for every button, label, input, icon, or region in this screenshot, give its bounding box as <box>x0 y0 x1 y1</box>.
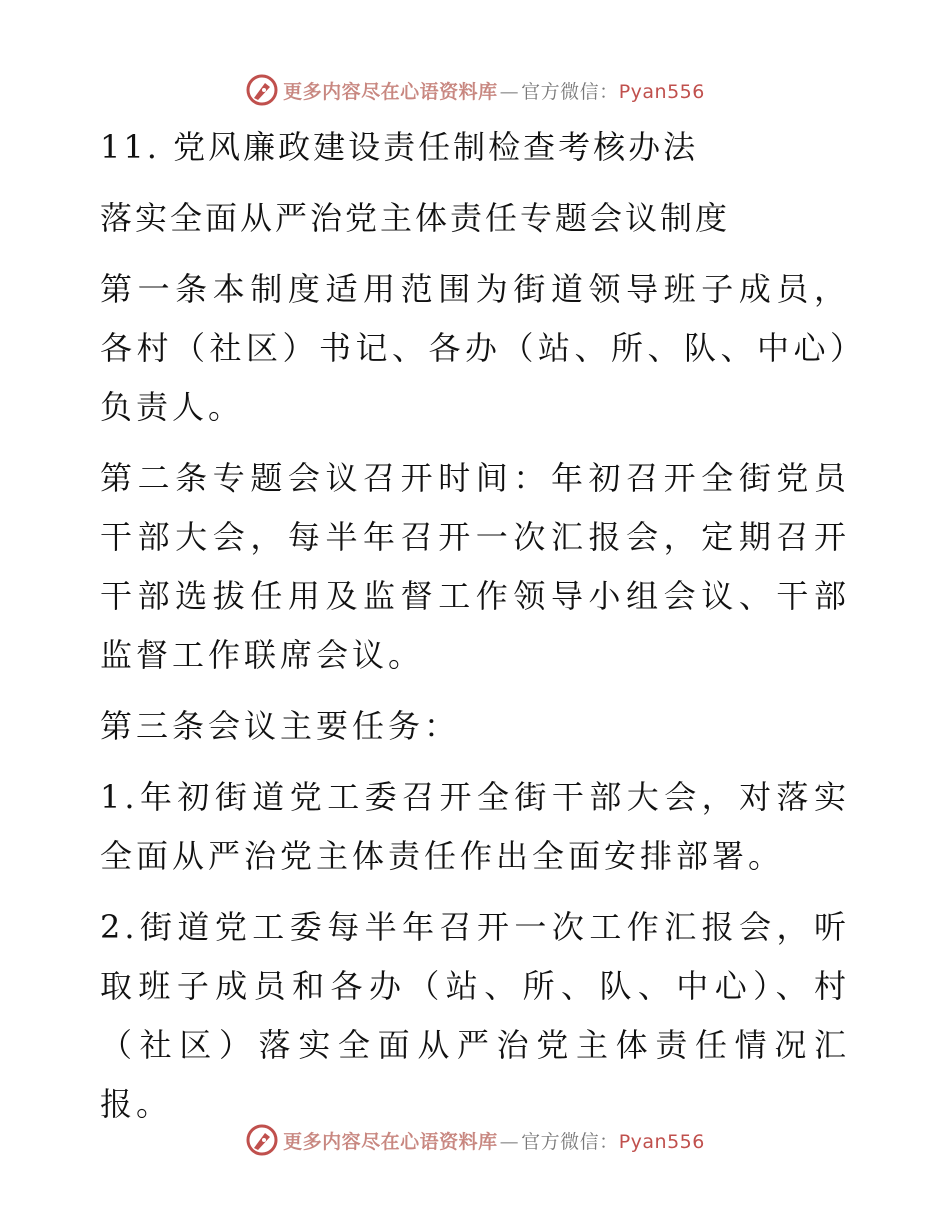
article-1-paragraph: 第一条本制度适用范围为街道领导班子成员，各村（社区）书记、各办（站、所、队、中心）负责人。 <box>100 270 850 426</box>
watermark-prefix: 更多内容尽在心语资料库 <box>283 1130 498 1153</box>
article-2-paragraph: 第二条专题会议召开时间：年初召开全街党员干部大会，每半年召开一次汇报会，定期召开干部选拔任用及监督工作领导小组会议、干部监督工作联席会议。 <box>100 459 850 674</box>
watermark-wechat-id: Pyan556 <box>618 80 705 103</box>
watermark-header <box>0 70 950 110</box>
watermark-text <box>283 77 705 104</box>
watermark-wechat-label: 官方微信： <box>521 1130 619 1153</box>
pen-nib-icon <box>245 1123 279 1157</box>
list-item-1: 1.年初街道党工委召开全街干部大会，对落实全面从严治党主体责任作出全面安排部署。 <box>100 778 850 875</box>
watermark-separator: — <box>499 1130 520 1153</box>
document-subtitle: 落实全面从严治党主体责任专题会议制度 <box>100 199 731 237</box>
document-title: 11. 党风廉政建设责任制检查考核办法 <box>100 128 699 166</box>
watermark-separator: — <box>499 80 520 103</box>
watermark-text <box>283 1127 705 1154</box>
pen-nib-icon <box>245 73 279 107</box>
document-body <box>100 118 850 1146</box>
watermark-footer <box>0 1120 950 1160</box>
article-3-heading: 第三条会议主要任务： <box>100 707 461 745</box>
watermark-wechat-id: Pyan556 <box>618 1130 705 1153</box>
watermark-prefix: 更多内容尽在心语资料库 <box>283 80 498 103</box>
watermark-wechat-label: 官方微信： <box>521 80 619 103</box>
list-item-2: 2.街道党工委每半年召开一次工作汇报会，听取班子成员和各办（站、所、队、中心）、村（社区）落实全面从严治党主体责任情况汇报。 <box>100 908 850 1123</box>
